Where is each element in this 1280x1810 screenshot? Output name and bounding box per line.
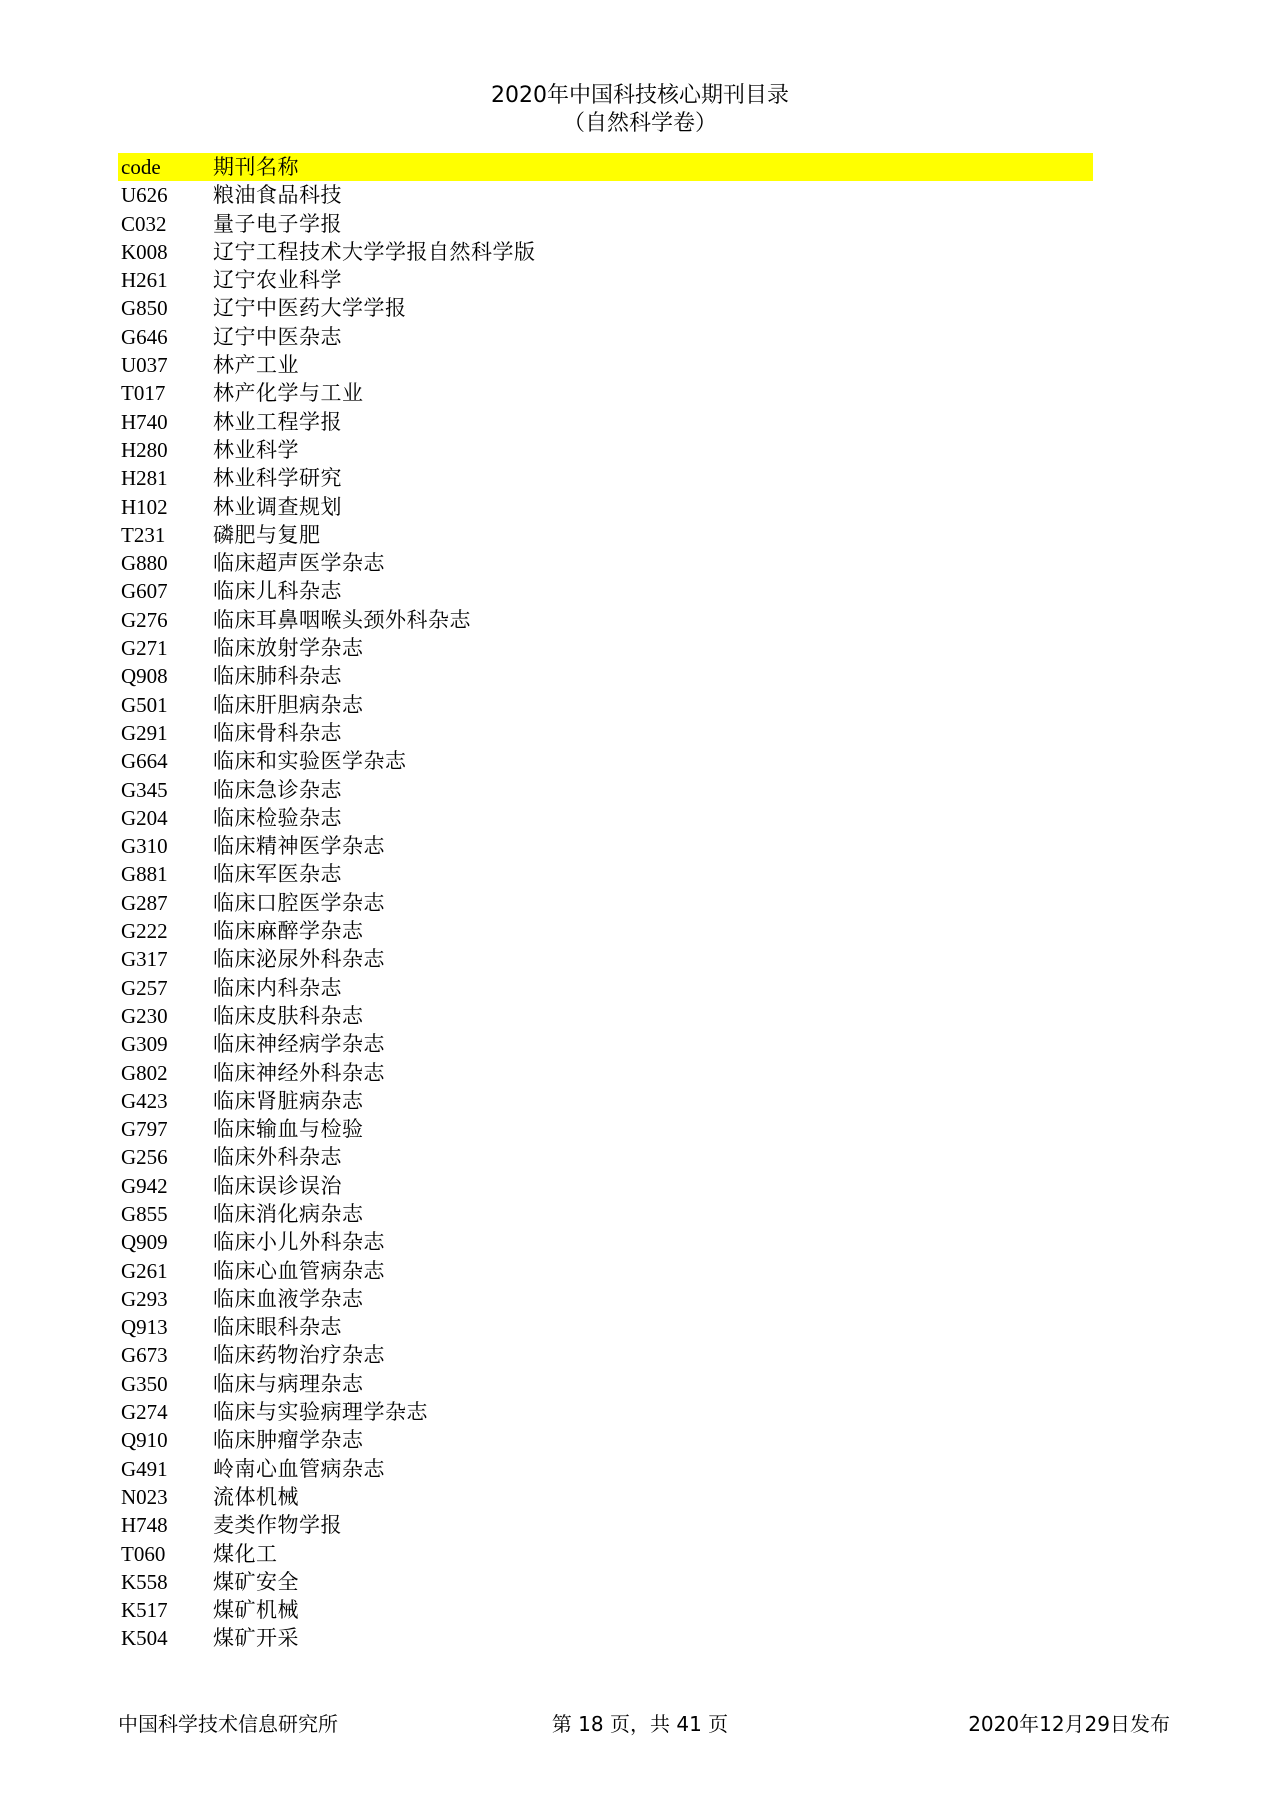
footer-page-number: 第 18 页，共 41 页	[551, 1712, 729, 1736]
table-row	[118, 1172, 1093, 1200]
journal-code: G850	[121, 296, 168, 321]
journal-name: 林业科学	[213, 437, 299, 462]
journal-code: H281	[121, 466, 168, 491]
journal-code: K008	[121, 239, 168, 264]
journal-name: 临床神经病学杂志	[213, 1032, 385, 1057]
table-row	[118, 493, 1093, 521]
journal-name: 岭南心血管病杂志	[213, 1456, 385, 1481]
table-row	[118, 1059, 1093, 1087]
table-row	[118, 1596, 1093, 1624]
table-row	[118, 521, 1093, 549]
journal-code: H280	[121, 437, 168, 462]
journal-code: G287	[121, 890, 168, 915]
table-row	[118, 294, 1093, 322]
table-row	[118, 1030, 1093, 1058]
journal-code: G274	[121, 1400, 168, 1425]
table-row	[118, 1002, 1093, 1030]
journal-code: G256	[121, 1145, 168, 1170]
journal-name: 临床检验杂志	[213, 805, 342, 830]
journal-name: 临床耳鼻咽喉头颈外科杂志	[213, 607, 471, 632]
table-row	[118, 804, 1093, 832]
table-row	[118, 210, 1093, 238]
journal-name: 临床儿科杂志	[213, 579, 342, 604]
table-row	[118, 1426, 1093, 1454]
table-row	[118, 1313, 1093, 1341]
journal-name: 辽宁农业科学	[213, 268, 342, 293]
journal-code: Q910	[121, 1428, 168, 1453]
journal-code: N023	[121, 1484, 168, 1509]
table-row	[118, 1540, 1093, 1568]
table-row	[118, 1624, 1093, 1652]
journal-name: 临床放射学杂志	[213, 636, 364, 661]
table-row	[118, 691, 1093, 719]
journal-code: H102	[121, 494, 168, 519]
journal-name: 临床与病理杂志	[213, 1371, 364, 1396]
journal-name: 临床骨科杂志	[213, 720, 342, 745]
table-row	[118, 408, 1093, 436]
journal-name: 麦类作物学报	[213, 1513, 342, 1538]
journal-name: 临床小儿外科杂志	[213, 1230, 385, 1255]
journal-code: G491	[121, 1456, 168, 1481]
table-row	[118, 1143, 1093, 1171]
journal-name: 粮油食品科技	[213, 183, 342, 208]
journal-code: U037	[121, 353, 168, 378]
table-row	[118, 323, 1093, 351]
journal-code: G310	[121, 834, 168, 859]
journal-name: 量子电子学报	[213, 211, 342, 236]
footer-date: 2020年12月29日发布	[968, 1712, 1170, 1736]
journal-code: G271	[121, 636, 168, 661]
journal-code: G855	[121, 1201, 168, 1226]
journal-code: G276	[121, 607, 168, 632]
journal-code: G204	[121, 805, 168, 830]
document-subtitle: （自然科学卷）	[562, 111, 717, 136]
table-row	[118, 238, 1093, 266]
journal-name: 煤矿安全	[213, 1569, 299, 1594]
journal-code: G797	[121, 1117, 168, 1142]
journal-name: 临床肿瘤学杂志	[213, 1428, 364, 1453]
journal-name: 临床神经外科杂志	[213, 1060, 385, 1085]
journal-code: G230	[121, 1003, 168, 1028]
journal-code: Q909	[121, 1230, 168, 1255]
journal-name: 临床心血管病杂志	[213, 1258, 385, 1283]
table-row	[118, 776, 1093, 804]
table-row	[118, 379, 1093, 407]
journal-name: 临床血液学杂志	[213, 1286, 364, 1311]
journal-code: G350	[121, 1371, 168, 1396]
table-header-row	[118, 153, 1093, 181]
journal-name: 临床误诊误治	[213, 1173, 342, 1198]
journal-name: 煤矿开采	[213, 1626, 299, 1651]
journal-code: K558	[121, 1569, 168, 1594]
document-title: 2020年中国科技核心期刊目录	[491, 83, 789, 108]
journal-code: H748	[121, 1513, 168, 1538]
journal-code: H261	[121, 268, 168, 293]
journal-name: 林产工业	[213, 353, 299, 378]
journal-code: G257	[121, 975, 168, 1000]
journal-name: 煤化工	[213, 1541, 278, 1566]
table-row	[118, 606, 1093, 634]
journal-name: 临床急诊杂志	[213, 777, 342, 802]
journal-code: Q908	[121, 664, 168, 689]
journal-name: 流体机械	[213, 1484, 299, 1509]
table-row	[118, 351, 1093, 379]
journal-name: 林产化学与工业	[213, 381, 364, 406]
table-row	[118, 1483, 1093, 1511]
table-row	[118, 1285, 1093, 1313]
journal-code: T060	[121, 1541, 166, 1566]
table-row	[118, 436, 1093, 464]
journal-name: 临床眼科杂志	[213, 1315, 342, 1340]
journal-name: 煤矿机械	[213, 1598, 299, 1623]
table-row	[118, 747, 1093, 775]
journal-name: 临床药物治疗杂志	[213, 1343, 385, 1368]
journal-code: G317	[121, 947, 168, 972]
journal-code: G802	[121, 1060, 168, 1085]
journal-name: 临床皮肤科杂志	[213, 1003, 364, 1028]
journal-code: G423	[121, 1088, 168, 1113]
table-row	[118, 917, 1093, 945]
journal-code: G293	[121, 1286, 168, 1311]
table-row	[118, 181, 1093, 209]
journal-name: 辽宁工程技术大学学报自然科学版	[213, 239, 536, 264]
journal-code: T231	[121, 522, 166, 547]
table-row	[118, 860, 1093, 888]
journal-name: 临床超声医学杂志	[213, 551, 385, 576]
journal-name: 辽宁中医杂志	[213, 324, 342, 349]
journal-name: 临床肺科杂志	[213, 664, 342, 689]
journal-name: 临床输血与检验	[213, 1117, 364, 1142]
journal-name: 临床与实验病理学杂志	[213, 1400, 428, 1425]
journal-code: G222	[121, 919, 168, 944]
journal-code: G501	[121, 692, 168, 717]
journal-name: 林业工程学报	[213, 409, 342, 434]
table-row	[118, 549, 1093, 577]
table-row	[118, 1398, 1093, 1426]
journal-code: G607	[121, 579, 168, 604]
table-row	[118, 1257, 1093, 1285]
journal-code: C032	[121, 211, 167, 236]
journal-code: G881	[121, 862, 168, 887]
journal-code: G880	[121, 551, 168, 576]
journal-name: 临床麻醉学杂志	[213, 919, 364, 944]
journal-name: 临床和实验医学杂志	[213, 749, 407, 774]
journal-name: 临床肾脏病杂志	[213, 1088, 364, 1113]
journal-name: 临床肝胆病杂志	[213, 692, 364, 717]
journal-name: 林业调查规划	[213, 494, 342, 519]
table-row	[118, 662, 1093, 690]
journal-code: K517	[121, 1598, 168, 1623]
table-row	[118, 1115, 1093, 1143]
journal-name: 林业科学研究	[213, 466, 342, 491]
journal-name: 临床外科杂志	[213, 1145, 342, 1170]
table-row	[118, 1568, 1093, 1596]
table-row	[118, 1228, 1093, 1256]
journal-code: H740	[121, 409, 168, 434]
journal-code: K504	[121, 1626, 168, 1651]
table-row	[118, 1370, 1093, 1398]
journal-code: G291	[121, 720, 168, 745]
table-row	[118, 577, 1093, 605]
journal-name: 临床精神医学杂志	[213, 834, 385, 859]
table-row	[118, 1455, 1093, 1483]
journal-code: Q913	[121, 1315, 168, 1340]
journal-code: T017	[121, 381, 166, 406]
table-row	[118, 1200, 1093, 1228]
journal-name: 临床消化病杂志	[213, 1201, 364, 1226]
table-row	[118, 266, 1093, 294]
table-row	[118, 832, 1093, 860]
footer-publisher: 中国科学技术信息研究所	[118, 1712, 338, 1736]
table-row	[118, 974, 1093, 1002]
journal-name: 辽宁中医药大学学报	[213, 296, 407, 321]
table-row	[118, 1341, 1093, 1369]
journal-name: 磷肥与复肥	[213, 522, 321, 547]
journal-name: 临床内科杂志	[213, 975, 342, 1000]
header-code: code	[121, 155, 161, 179]
header-name: 期刊名称	[213, 155, 299, 179]
journal-code: G345	[121, 777, 168, 802]
table-body	[118, 181, 1093, 1652]
table-row	[118, 889, 1093, 917]
journal-name: 临床泌尿外科杂志	[213, 947, 385, 972]
table-row	[118, 945, 1093, 973]
journal-name: 临床军医杂志	[213, 862, 342, 887]
table-row	[118, 1511, 1093, 1539]
journal-code: G664	[121, 749, 168, 774]
journal-code: U626	[121, 183, 168, 208]
journal-code: G673	[121, 1343, 168, 1368]
journal-table	[118, 153, 1093, 1653]
table-row	[118, 464, 1093, 492]
journal-code: G942	[121, 1173, 168, 1198]
table-row	[118, 634, 1093, 662]
journal-code: G646	[121, 324, 168, 349]
journal-name: 临床口腔医学杂志	[213, 890, 385, 915]
table-row	[118, 719, 1093, 747]
journal-code: G261	[121, 1258, 168, 1283]
table-row	[118, 1087, 1093, 1115]
journal-code: G309	[121, 1032, 168, 1057]
